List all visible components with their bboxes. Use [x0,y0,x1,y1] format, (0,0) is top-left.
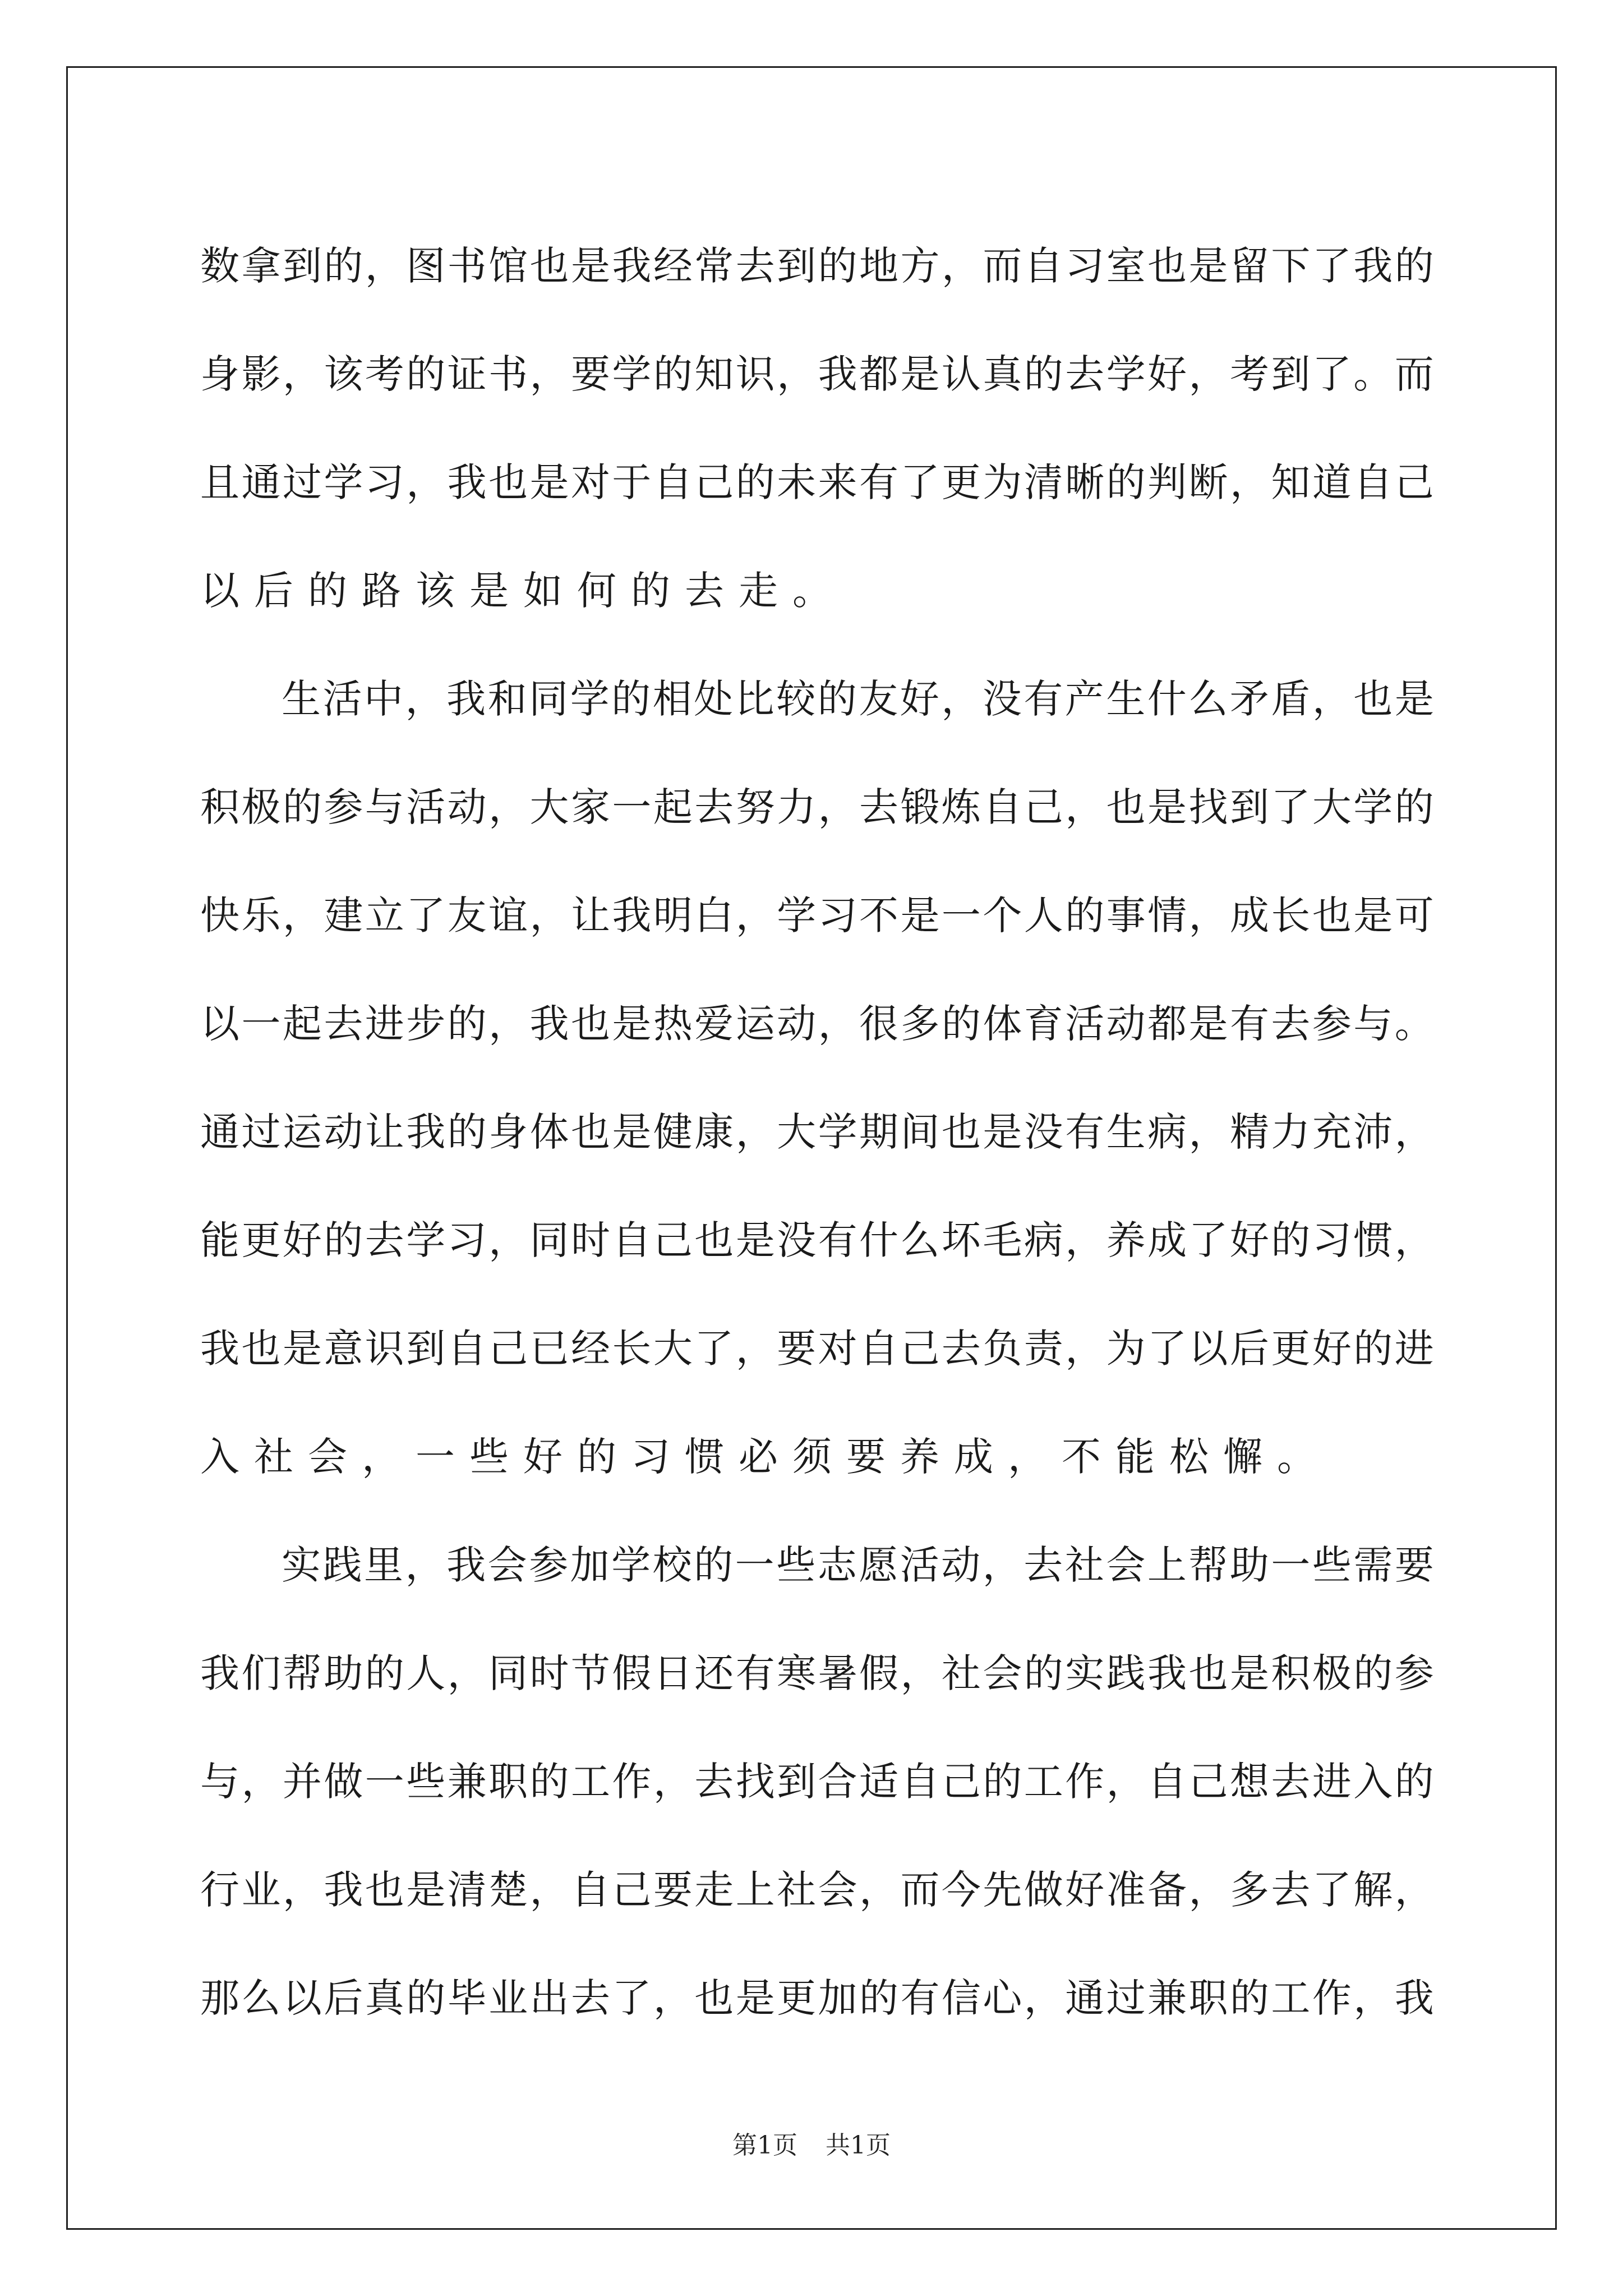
text-line: 数 拿 到 的 ， 图 书 馆 也 是 我 经 常 去 到 的 地 方 ， 而 自 习 室 也 是 留 下 了 我 的 [200,243,1434,289]
text-line: 积 极 的 参 与 活 动 ， 大 家 一 起 去 努 力 ， 去 锻 炼 自 己 ， 也 是 找 到 了 大 学 的 [200,784,1434,830]
text-line: 行 业 ， 我 也 是 清 楚 ， 自 己 要 走 上 社 会 ， 而 今 先 做 好 准 备 ， 多 去 了 解 ， [200,1867,1434,1913]
text-line: 且 通 过 学 习 ， 我 也 是 对 于 自 己 的 未 来 有 了 更 为 清 晰 的 判 断 ， 知 道 自 己 [200,459,1434,505]
text-line: 以 一 起 去 进 步 的 ， 我 也 是 热 爱 运 动 ， 很 多 的 体 育 活 动 都 是 有 去 参 与 。 [200,1001,1434,1047]
text-line: 我 们 帮 助 的 人 ， 同 时 节 假 日 还 有 寒 暑 假 ， 社 会 的 实 践 我 也 是 积 极 的 参 [200,1650,1434,1696]
document-body [200,212,1434,2053]
page-total: 共1页 [826,2131,891,2160]
text-line: 与 ， 并 做 一 些 兼 职 的 工 作 ， 去 找 到 合 适 自 己 的 工 作 ， 自 己 想 去 进 入 的 [200,1759,1434,1805]
paragraph-first-line: 实 践 里 ， 我 会 参 加 学 校 的 一 些 志 愿 活 动 ， 去 社 会 上 帮 助 一 些 需 要 [282,1542,1434,1588]
text-line: 我 也 是 意 识 到 自 己 已 经 长 大 了 ， 要 对 自 己 去 负 责 ， 为 了 以 后 更 好 的 进 [200,1326,1434,1372]
text-line: 那 么 以 后 真 的 毕 业 出 去 了 ， 也 是 更 加 的 有 信 心 ， 通 过 兼 职 的 工 作 ， 我 [200,1975,1434,2021]
text-line: 入社会，一些好的习惯必须要养成，不能松懈。 [200,1434,1331,1480]
page-number: 第1页 [732,2131,797,2160]
page-footer [0,2129,1623,2162]
text-line: 身 影 ， 该 考 的 证 书 ， 要 学 的 知 识 ， 我 都 是 认 真 的 去 学 好 ， 考 到 了 。 而 [200,351,1434,397]
paragraph-first-line: 生 活 中 ， 我 和 同 学 的 相 处 比 较 的 友 好 ， 没 有 产 生 什 么 矛 盾 ， 也 是 [282,676,1434,722]
text-line: 通 过 运 动 让 我 的 身 体 也 是 健 康 ， 大 学 期 间 也 是 没 有 生 病 ， 精 力 充 沛 ， [200,1109,1434,1155]
text-line: 以后的路该是如何的去走。 [200,568,846,614]
text-line: 能 更 好 的 去 学 习 ， 同 时 自 己 也 是 没 有 什 么 坏 毛 病 ， 养 成 了 好 的 习 惯 ， [200,1217,1434,1263]
text-line: 快 乐 ， 建 立 了 友 谊 ， 让 我 明 白 ， 学 习 不 是 一 个 人 的 事 情 ， 成 长 也 是 可 [200,892,1434,938]
